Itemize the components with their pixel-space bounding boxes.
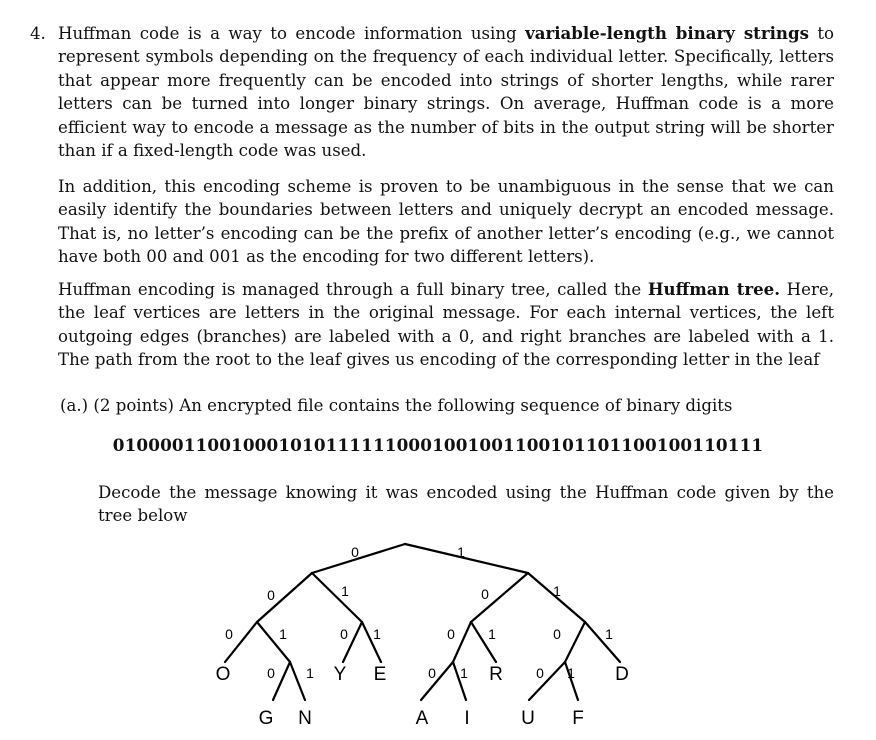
leaf-O: O xyxy=(215,664,231,685)
leaf-E: E xyxy=(373,664,387,685)
edge-label-r-0: 0 xyxy=(481,586,489,602)
edge-label-l-1: 1 xyxy=(341,583,349,599)
leaf-N: N xyxy=(298,708,312,729)
encrypted-bit-string: 0100001100100010101111110001001001100101101100100110111 xyxy=(112,435,764,455)
edge-labels xyxy=(225,544,613,681)
decode-instruction: Decode the message knowing it was encoded using the Huffman code given by the tree below xyxy=(98,483,834,526)
part-a-label: (a.) (2 points) An encrypted file contains the following sequence of binary digits xyxy=(60,396,733,415)
leaf-F: F xyxy=(572,708,584,729)
leaf-D: D xyxy=(615,664,629,685)
leaf-G: G xyxy=(258,708,274,729)
intro-text-c: to represent symbols depending on the frequency of each individual letter. Specifically, letters that appear more frequently can be encoded into strings of shorter lengths, while rarer letters can be turned into longer binary strings. On average, Huffman code is a more efficient way to encode a message as the number of bits in the output string will be shorter than if a fixed-length code was used. xyxy=(58,24,835,161)
edge-label-rll-1: 1 xyxy=(460,665,468,681)
edge-rr-right xyxy=(585,622,620,662)
leaf-A: A xyxy=(415,708,429,729)
edge-label-rll-0: 0 xyxy=(428,665,436,681)
edge-label-rr-0: 0 xyxy=(553,626,561,642)
intro-bold-term: variable-length binary strings xyxy=(525,23,809,43)
edge-rrl-left xyxy=(529,662,565,700)
edge-rr-left xyxy=(565,622,585,662)
edge-rl-left xyxy=(453,622,471,662)
tree-paragraph xyxy=(58,278,834,372)
prefix-paragraph: In addition, this encoding scheme is proven to be unambiguous in the sense that we can easily identify the boundaries between letters and uniquely decrypt an encoded message. That is, no letter’s encoding can be the prefix of another letter’s encoding (e.g., we cannot have both 00 and 001 as the encoding for two different letters). xyxy=(58,177,834,267)
edge-label-root-0: 0 xyxy=(351,544,359,560)
edge-label-r-1: 1 xyxy=(553,583,561,599)
tree-bold-term: Huffman tree. xyxy=(647,279,781,299)
leaf-I: I xyxy=(464,708,470,729)
edge-label-rl-0: 0 xyxy=(447,626,455,642)
tree-text-c: Here, the leaf vertices are letters in the original message. For each internal vertices, the left outgoing edges (branches) are labeled with a 0, and right branches are labeled with a 1. The path from the root to the leaf gives us encoding of the corresponding letter in the leaf xyxy=(58,280,834,370)
edge-l-left xyxy=(257,573,312,622)
edge-label-lr-0: 0 xyxy=(340,626,348,642)
edge-root-right xyxy=(405,544,528,573)
edge-label-rr-1: 1 xyxy=(605,626,613,642)
intro-text-a: Huffman code is a way to encode information using xyxy=(58,24,526,43)
tree-edges xyxy=(225,544,620,700)
leaf-U: U xyxy=(521,708,535,729)
edge-l-right xyxy=(312,573,362,622)
edge-label-rrl-1: 1 xyxy=(567,665,575,681)
leaf-R: R xyxy=(489,664,503,685)
edge-label-rl-1: 1 xyxy=(488,626,496,642)
tree-text-a: Huffman encoding is managed through a full binary tree, called the xyxy=(58,280,648,299)
intro-paragraph xyxy=(58,22,834,162)
edge-label-rrl-0: 0 xyxy=(536,665,544,681)
huffman-tree-diagram xyxy=(0,530,876,740)
edge-label-llr-1: 1 xyxy=(306,665,314,681)
edge-label-ll-1: 1 xyxy=(279,626,287,642)
edge-label-ll-0: 0 xyxy=(225,626,233,642)
edge-rll-left xyxy=(421,662,453,700)
edge-llr-left xyxy=(273,662,290,700)
leaf-Y: Y xyxy=(333,664,347,685)
edge-r-left xyxy=(471,573,528,622)
edge-label-lr-1: 1 xyxy=(373,626,381,642)
edge-label-llr-0: 0 xyxy=(267,665,275,681)
edge-label-root-1: 1 xyxy=(457,544,465,560)
edge-llr-right xyxy=(290,662,305,700)
edge-label-l-0: 0 xyxy=(267,587,275,603)
problem-number: 4. xyxy=(30,24,46,43)
